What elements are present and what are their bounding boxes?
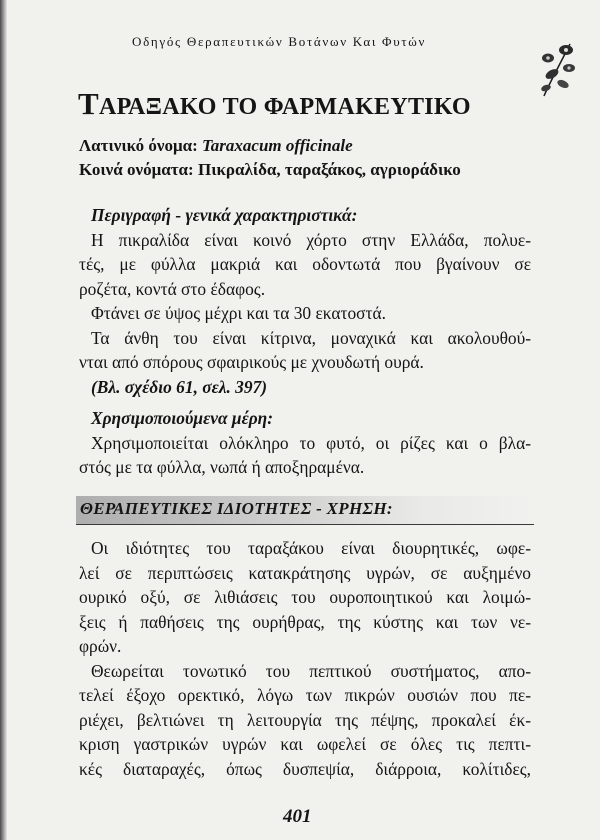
drawing-reference: (Βλ. σχέδιο 61, σελ. 397) [91, 376, 268, 397]
title-rest: ΑΡΑΞΑΚΟ ΤΟ ΦΑΡΜΑΚΕΥΤΙΚΟ [98, 94, 471, 120]
page-number: 401 [283, 806, 312, 827]
therapeutic-line: ριέχει, βελτιώνει τη λειτουργία της πέψης, προκαλεί έκ- [79, 709, 531, 730]
page-title [78, 86, 471, 122]
description-line: νται από σπόρους σφαιρικούς με χνουδωτή ουρά. [79, 352, 424, 372]
common-names-row [79, 158, 461, 182]
therapeutic-section [79, 536, 531, 781]
therapeutic-line: ουρικό οξύ, σε λιθιάσεις του ουροποιητικού και λοιμώ- [79, 587, 531, 607]
therapeutic-line: Θεωρείται τονωτικό του πεπτικού συστήματος, απο- [91, 660, 531, 681]
therapeutic-line: κριση γαστρικών υγρών και ωφελεί σε όλες τις πεπτι- [79, 734, 531, 754]
description-line: Φτάνει σε ύψος μέχρι και τα 30 εκατοστά. [91, 303, 386, 323]
therapeutic-heading: ΘΕΡΑΠΕΥΤΙΚΕΣ ΙΔΙΟΤΗΤΕΣ - ΧΡΗΣΗ: [80, 499, 393, 518]
therapeutic-line: ξεις ή παθήσεις της ουρήθρας, της κύστης και των νε- [79, 611, 531, 632]
plant-names [79, 134, 461, 182]
parts-used-line: στός με τα φύλλα, νωπά ή αποξηραμένα. [79, 457, 365, 477]
description-section [79, 203, 531, 399]
floral-ornament-icon [536, 38, 578, 100]
description-line: Τα άνθη του είναι κίτρινα, μοναχικά και ακολουθού- [91, 327, 531, 348]
latin-name-label: Λατινικό όνομα: [79, 136, 198, 155]
parts-used-line: Χρησιμοποιείται ολόκληρο το φυτό, οι ρίζες και ο βλα- [91, 432, 531, 453]
description-line: τές, με φύλλα μακριά και οδοντωτά που βγαίνουν σε [79, 254, 531, 274]
parts-used-heading: Χρησιμοποιούμενα μέρη: [91, 408, 274, 428]
description-line: Η πικραλίδα είναι κοινό χόρτο στην Ελλάδα, πολυε- [91, 229, 531, 250]
therapeutic-line: λεί σε περιπτώσεις κατακράτησης υγρών, σε αυξημένο [79, 562, 531, 583]
therapeutic-line: Οι ιδιότητες του ταραξάκου είναι διουρητικές, ωφε- [91, 538, 531, 558]
page-edge-shadow [0, 0, 7, 840]
latin-name-row [79, 134, 461, 158]
common-names-label: Κοινά ονόματα: [79, 160, 194, 179]
description-line: ροζέτα, κοντά στο έδαφος. [79, 278, 266, 299]
therapeutic-line: τελεί έξοχο ορεκτικό, λόγω των πικρών ουσιών που πε- [79, 685, 531, 705]
running-head: Οδηγός Θεραπευτικών Βοτάνων Και Φυτών [132, 34, 427, 49]
latin-name-value: Taraxacum officinale [201, 136, 353, 155]
title-initial: Τ [78, 86, 99, 121]
common-names-value: Πικραλίδα, ταραξάκος, αγριοράδικο [197, 160, 461, 179]
therapeutic-line: κές διαταραχές, όπως δυσπεψία, διάρροια, κολίτιδες, [79, 758, 531, 779]
parts-used-section [79, 406, 531, 480]
therapeutic-line: φρών. [79, 636, 122, 656]
description-heading: Περιγραφή - γενικά χαρακτηριστικά: [91, 205, 358, 225]
therapeutic-heading-banner [76, 496, 534, 525]
